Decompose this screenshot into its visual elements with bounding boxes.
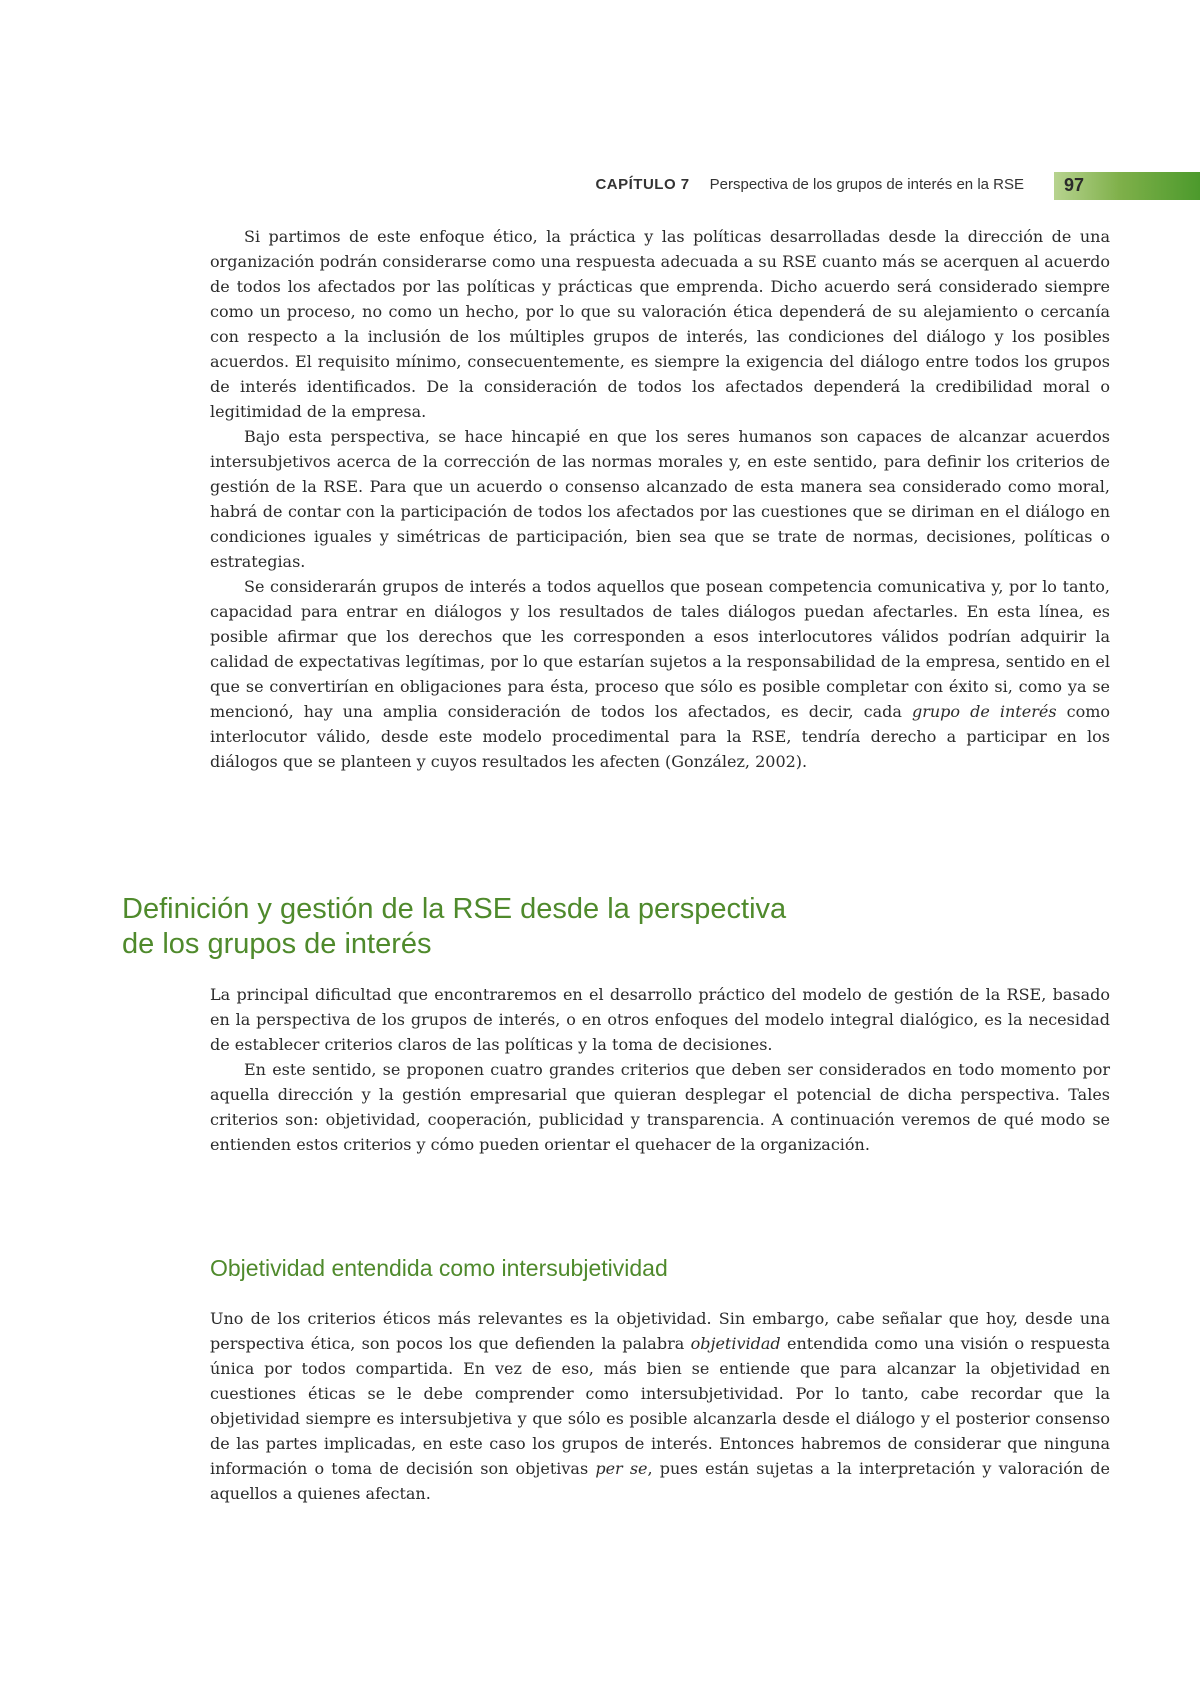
paragraph bbox=[210, 1306, 1110, 1506]
text-run: Se considerarán grupos de interés a todos aquellos que posean competencia comunicativa y, por lo tanto, capacidad para entrar en diálogos y los resultados de tales diálogos puedan afectarles. En esta línea, es posible afirmar que los derechos que les corresponden a esos interlocutores válidos podrían adquirir la calidad de expectativas legítimas, por lo que estarían sujetos a la responsabilidad de la empresa, sentido en el que se convertirían en obligaciones para ésta, proceso que sólo es posible completar con éxito si, como ya se mencionó, hay una amplia consideración de todos los afectados, es decir, cada bbox=[210, 577, 1110, 721]
text-run: entendida como una visión o respuesta única por todos compartida. En vez de eso, más bien se entiende que para alcanzar la objetividad en cuestiones éticas se le debe comprender como intersubjetividad. Por lo tanto, cabe recordar que la objetividad siempre es intersubjetiva y que sólo es posible alcanzarla desde el diálogo y el posterior consenso de las partes implicadas, en este caso los grupos de interés. Entonces habremos de considerar que ninguna información o toma de decisión son objetivas bbox=[210, 1334, 1110, 1478]
paragraph: La principal dificultad que encontraremos en el desarrollo práctico del modelo de gestión de la RSE, basado en la perspectiva de los grupos de interés, o en otros enfoques del modelo integral dialógico, es la necesidad de establecer criterios claros de las políticas y la toma de decisiones. bbox=[210, 985, 1110, 1054]
chapter-label: CAPÍTULO 7 bbox=[595, 176, 690, 193]
subsection-text bbox=[210, 1306, 1110, 1506]
text-run: como interlocutor válido, desde este modelo procedimental para la RSE, tendría derecho a participar en los diálogos que se planteen y cuyos resultados les afecten (González, 2002). bbox=[210, 702, 1111, 771]
running-header bbox=[0, 172, 1200, 200]
section-heading-line: Definición y gestión de la RSE desde la perspectiva bbox=[122, 893, 787, 925]
emphasis: per se bbox=[595, 1459, 648, 1478]
page-number-tab bbox=[1054, 172, 1200, 200]
emphasis: grupo de interés bbox=[911, 702, 1057, 721]
section-heading bbox=[122, 892, 1022, 962]
text-run: , pues están sujetas a la interpretación y valoración de aquellos a quienes afectan. bbox=[210, 1459, 1110, 1503]
text-run: Uno de los criterios éticos más relevantes es la objetividad. Sin embargo, cabe señalar que hoy, desde una perspectiva ética, son pocos los que defienden la palabra bbox=[210, 1309, 1110, 1353]
paragraph: Bajo esta perspectiva, se hace hincapié en que los seres humanos son capaces de alcanzar acuerdos intersubjetivos acerca de la corrección de las normas morales y, en este sentido, para definir los criterios de gestión de la RSE. Para que un acuerdo o consenso alcanzado de esta manera sea considerado como moral, habrá de contar con la participación de todos los afectados por las cuestiones que se diriman en el diálogo en condiciones iguales y simétricas de participación, bien sea que se trate de normas, decisiones, políticas o estrategias. bbox=[210, 427, 1110, 571]
paragraph bbox=[210, 574, 1110, 774]
subsection-heading: Objetividad entendida como intersubjetividad bbox=[210, 1255, 668, 1281]
section-text bbox=[210, 982, 1110, 1157]
chapter-heading bbox=[595, 176, 1024, 193]
chapter-title: Perspectiva de los grupos de interés en la RSE bbox=[709, 176, 1024, 193]
paragraph: Si partimos de este enfoque ético, la práctica y las políticas desarrolladas desde la dirección de una organización podrán considerarse como una respuesta adecuada a su RSE cuanto más se acerquen al acuerdo de todos los afectados por las políticas y prácticas que emprenda. Dicho acuerdo será considerado siempre como un proceso, no como un hecho, por lo que su valoración ética dependerá de su alejamiento o cercanía con respecto a la inclusión de los múltiples grupos de interés, las condiciones del diálogo y los posibles acuerdos. El requisito mínimo, consecuentemente, es siempre la exigencia del diálogo entre todos los grupos de interés identificados. De la consideración de todos los afectados dependerá la credibilidad moral o legitimidad de la empresa. bbox=[210, 227, 1110, 421]
section-heading-line: de los grupos de interés bbox=[122, 928, 432, 960]
page-number: 97 bbox=[1064, 175, 1085, 195]
intro-text bbox=[210, 224, 1110, 774]
emphasis: objetividad bbox=[690, 1334, 781, 1353]
paragraph: En este sentido, se proponen cuatro grandes criterios que deben ser considerados en todo momento por aquella dirección y la gestión empresarial que quieran desplegar el potencial de dicha perspectiva. Tales criterios son: objetividad, cooperación, publicidad y transparencia. A continuación veremos de qué modo se entienden estos criterios y cómo pueden orientar el quehacer de la organización. bbox=[210, 1060, 1110, 1154]
